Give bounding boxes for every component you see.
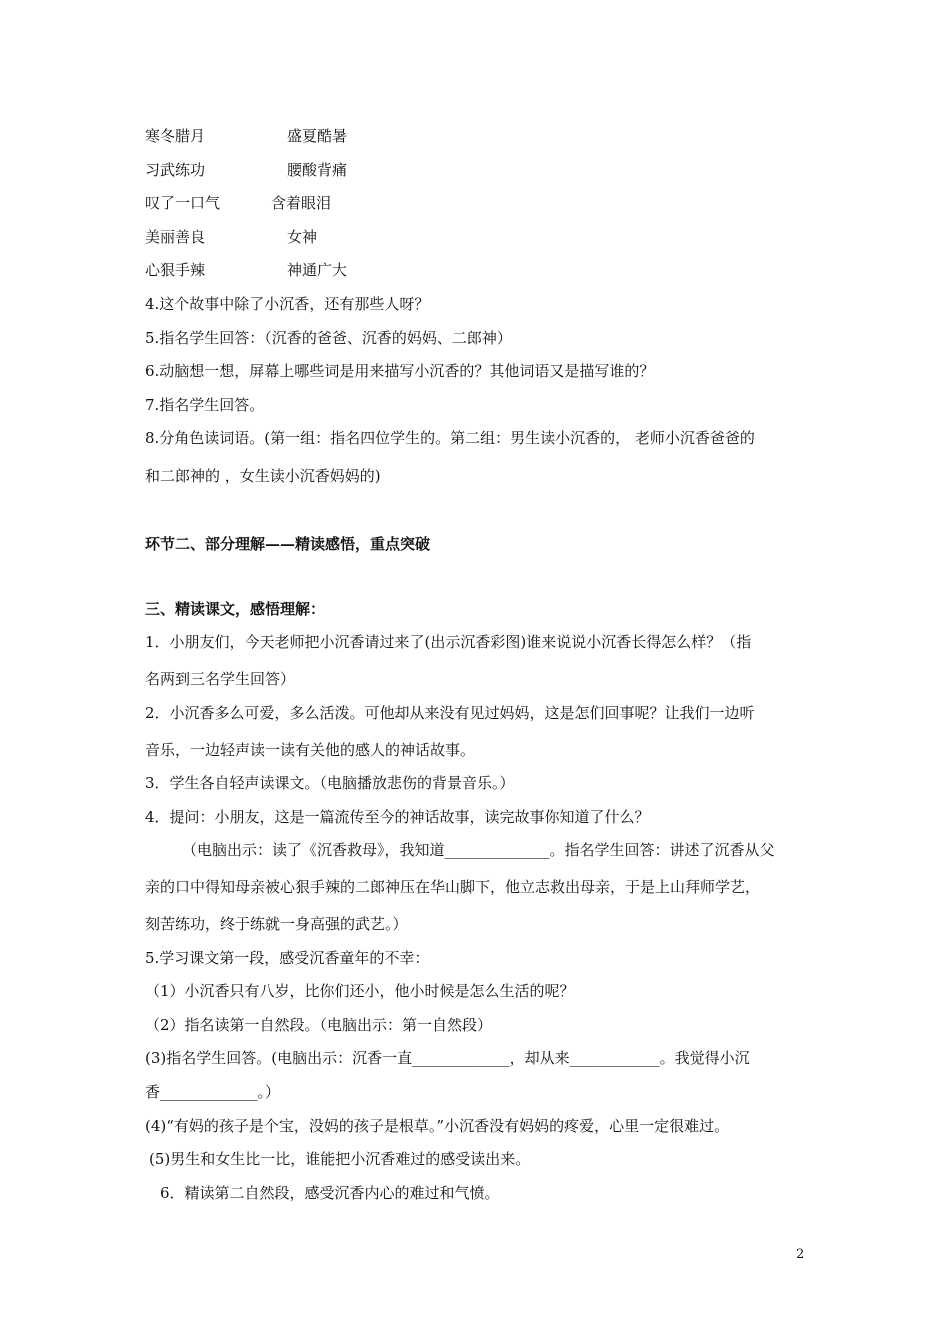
text-line: (4)“有妈的孩子是个宝，没妈的孩子是根草。”小沉香没有妈妈的疼爱，心里一定很难过。 bbox=[145, 1117, 730, 1135]
word-left: 叹了一口气 bbox=[145, 194, 221, 212]
text-line: 刻苦练功，终于练就一身高强的武艺。） bbox=[145, 915, 408, 933]
text-line: 音乐，一边轻声读一读有关他的感人的神话故事。 bbox=[145, 741, 476, 759]
text-line: 香_____________。） bbox=[145, 1083, 281, 1101]
text-line: (3)指名学生回答。(电脑出示：沉香一直_____________，却从来____________。我觉得小沉 bbox=[145, 1049, 750, 1067]
word-right: 神通广大 bbox=[287, 261, 348, 279]
word-pair-row bbox=[145, 227, 318, 247]
text-line: 5.指名学生回答：（沉香的爸爸、沉香的妈妈、二郎神） bbox=[145, 329, 512, 347]
text-line: 2．小沉香多么可爱，多么活泼。可他却从来没有见过妈妈，这是怎们回事呢？让我们一边听 bbox=[145, 704, 755, 722]
word-right: 女神 bbox=[287, 228, 318, 246]
section-heading: 三、精读课文，感悟理解： bbox=[145, 600, 326, 618]
text-line: （2）指名读第一自然段。（电脑出示：第一自然段） bbox=[145, 1016, 493, 1034]
text-line: 8.分角色读词语。(第一组：指名四位学生的。第二组：男生读小沉香的， 老师小沉香爸爸的 bbox=[145, 429, 755, 447]
text-line: 6.动脑想一想，屏幕上哪些词是用来描写小沉香的？其他词语又是描写谁的？ bbox=[145, 362, 655, 380]
text-line: 4.这个故事中除了小沉香，还有那些人呀？ bbox=[145, 295, 430, 313]
word-pair-row bbox=[145, 126, 348, 146]
text-line: 1．小朋友们，今天老师把小沉香请过来了(出示沉香彩图)谁来说说小沉香长得怎么样？（指 bbox=[145, 633, 752, 651]
word-left: 美丽善良 bbox=[145, 228, 206, 246]
text-line: 7.指名学生回答。 bbox=[145, 396, 265, 414]
text-line: 4．提问：小朋友，这是一篇流传至今的神话故事，读完故事你知道了什么？ bbox=[145, 808, 650, 826]
text-line: 3．学生各自轻声读课文。（电脑播放悲伤的背景音乐。） bbox=[145, 774, 515, 792]
text-line: 名两到三名学生回答） bbox=[145, 670, 296, 688]
text-line: 6．精读第二自然段，感受沉香内心的难过和气愤。 bbox=[160, 1184, 500, 1202]
page-number: 2 bbox=[796, 1247, 805, 1262]
word-pair-row bbox=[145, 260, 348, 280]
word-right: 腰酸背痛 bbox=[287, 161, 348, 179]
word-left: 寒冬腊月 bbox=[145, 127, 206, 145]
text-line: （电脑出示：读了《沉香救母》，我知道______________。指名学生回答：讲述了沉香从父 bbox=[182, 841, 775, 859]
text-line: 亲的口中得知母亲被心狠手辣的二郎神压在华山脚下，他立志救出母亲，于是上山拜师学艺， bbox=[145, 878, 761, 896]
word-left: 心狠手辣 bbox=[145, 261, 206, 279]
word-pair-row bbox=[145, 193, 332, 213]
text-line: 和二郎神的 ，女生读小沉香妈妈的) bbox=[145, 467, 381, 485]
word-right: 含着眼泪 bbox=[271, 194, 332, 212]
text-line: （1）小沉香只有八岁，比你们还小，他小时候是怎么生活的呢？ bbox=[145, 982, 575, 1000]
word-pair-row bbox=[145, 160, 348, 180]
word-right: 盛夏酷暑 bbox=[287, 127, 348, 145]
text-line: (5)男生和女生比一比，谁能把小沉香难过的感受读出来。 bbox=[149, 1150, 531, 1168]
word-left: 习武练功 bbox=[145, 161, 206, 179]
text-line: 5.学习课文第一段，感受沉香童年的不幸： bbox=[145, 949, 430, 967]
section-heading: 环节二、部分理解——精读感悟，重点突破 bbox=[145, 535, 431, 553]
